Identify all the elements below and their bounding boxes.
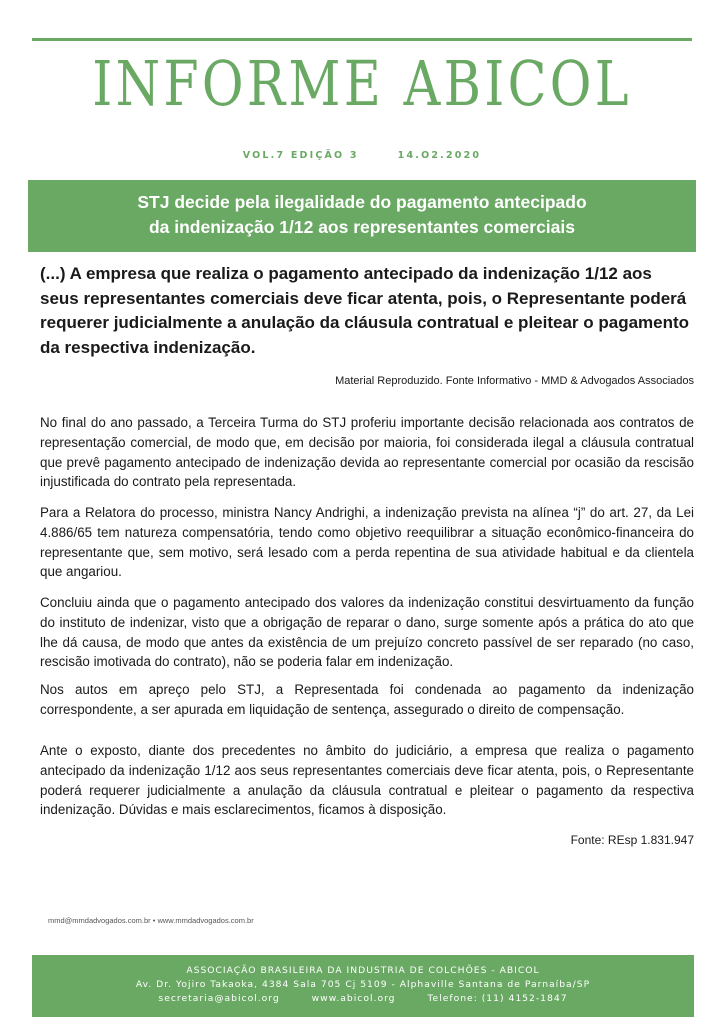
body-paragraph: Ante o exposto, diante dos precedentes no âmbito do judiciário, a empresa que realiza o pagamento antecipado da indenização 1/12 aos seus representantes comerciais deve ficar atenta, pois, o Representante poderá requerer judicialmente a anulação da cláusula contratual e pleitear o pagamento da respectiva indenização. Dúvidas e mais esclarecimentos, ficamos à disposição. — [40, 743, 694, 818]
edition-date: 14.O2.2020 — [397, 150, 482, 161]
body-paragraph: No final do ano passado, a Terceira Turma do STJ proferiu importante decisão relacionada aos contratos de representação comercial, de modo que, em decisão por maioria, foi considerada ilegal a cláusula contratual que prevê pagamento antecipado de indenização devida ao representante comercial por ocasião da rescisão injustificada do contrato pela representada. — [40, 415, 694, 490]
headline-line-1: STJ decide pela ilegalidade do pagamento antecipado — [137, 192, 587, 212]
footer-org-name: ASSOCIAÇÃO BRASILEIRA DA INDUSTRIA DE COLCHÕES - ABICOL — [186, 965, 540, 976]
headline-line-2: da indenização 1/12 aos representantes comerciais — [148, 217, 576, 237]
body-paragraph: Nos autos em apreço pelo STJ, a Representada foi condenada ao pagamento da indenização correspondente, a ser apurada em liquidação de sentença, assegurado o direito de compensação. — [40, 682, 694, 717]
footer-banner — [32, 955, 694, 1017]
fonte-citation: Fonte: REsp 1.831.947 — [570, 833, 694, 847]
edition-line — [0, 150, 724, 161]
body-paragraph: Concluiu ainda que o pagamento antecipado dos valores da indenização constitui desvirtuamento da função do instituto de indenizar, visto que a obrigação de reparar o dano, surge somente após a prática do ato que lhe dá causa, de modo que antes da existência de um prejuízo concreto passível de ser reparado (no caso, rescisão imotivada do contrato), não se poderia falar em indenização. — [40, 595, 694, 670]
footer-email: secretaria@abicol.org — [158, 993, 280, 1004]
lead-paragraph: (...) A empresa que realiza o pagamento antecipado da indenização 1/12 aos seus representantes comerciais deve ficar atenta, pois, o Representante poderá requerer judicialmente a anulação da cláusula contratual e pleitear o pagamento da respectiva indenização. — [40, 264, 690, 357]
headline-banner — [28, 180, 696, 252]
footer-address: Av. Dr. Yojiro Takaoka, 4384 Sala 705 Cj 5109 - Alphaville Santana de Parnaíba/SP — [135, 979, 591, 990]
footer-website: www.abicol.org — [311, 993, 396, 1004]
footer-phone: Telefone: (11) 4152-1847 — [427, 993, 568, 1004]
edition-label: EDIÇÃO 3 — [290, 150, 359, 161]
footer-contacts-row — [32, 992, 694, 1006]
footer-contact-line: mmd@mmdadvogados.com.br • www.mmdadvogados.com.br — [48, 916, 254, 925]
body-paragraph: Para a Relatora do processo, ministra Nancy Andrighi, a indenização prevista na alínea “j” do art. 27, da Lei 4.886/65 tem natureza compensatória, tendo como objetivo reequilibrar a situação econômico-financeira do representante que, sem motivo, será lesado com a perda repentina de sua atividade habitual e da clientela que angariou. — [40, 505, 694, 580]
source-note: Material Reproduzido. Fonte Informativo - MMD & Advogados Associados — [335, 375, 694, 387]
top-divider — [32, 38, 692, 41]
volume-label: VOL.7 — [242, 150, 286, 161]
masthead-title: INFORME ABICOL — [92, 47, 632, 120]
